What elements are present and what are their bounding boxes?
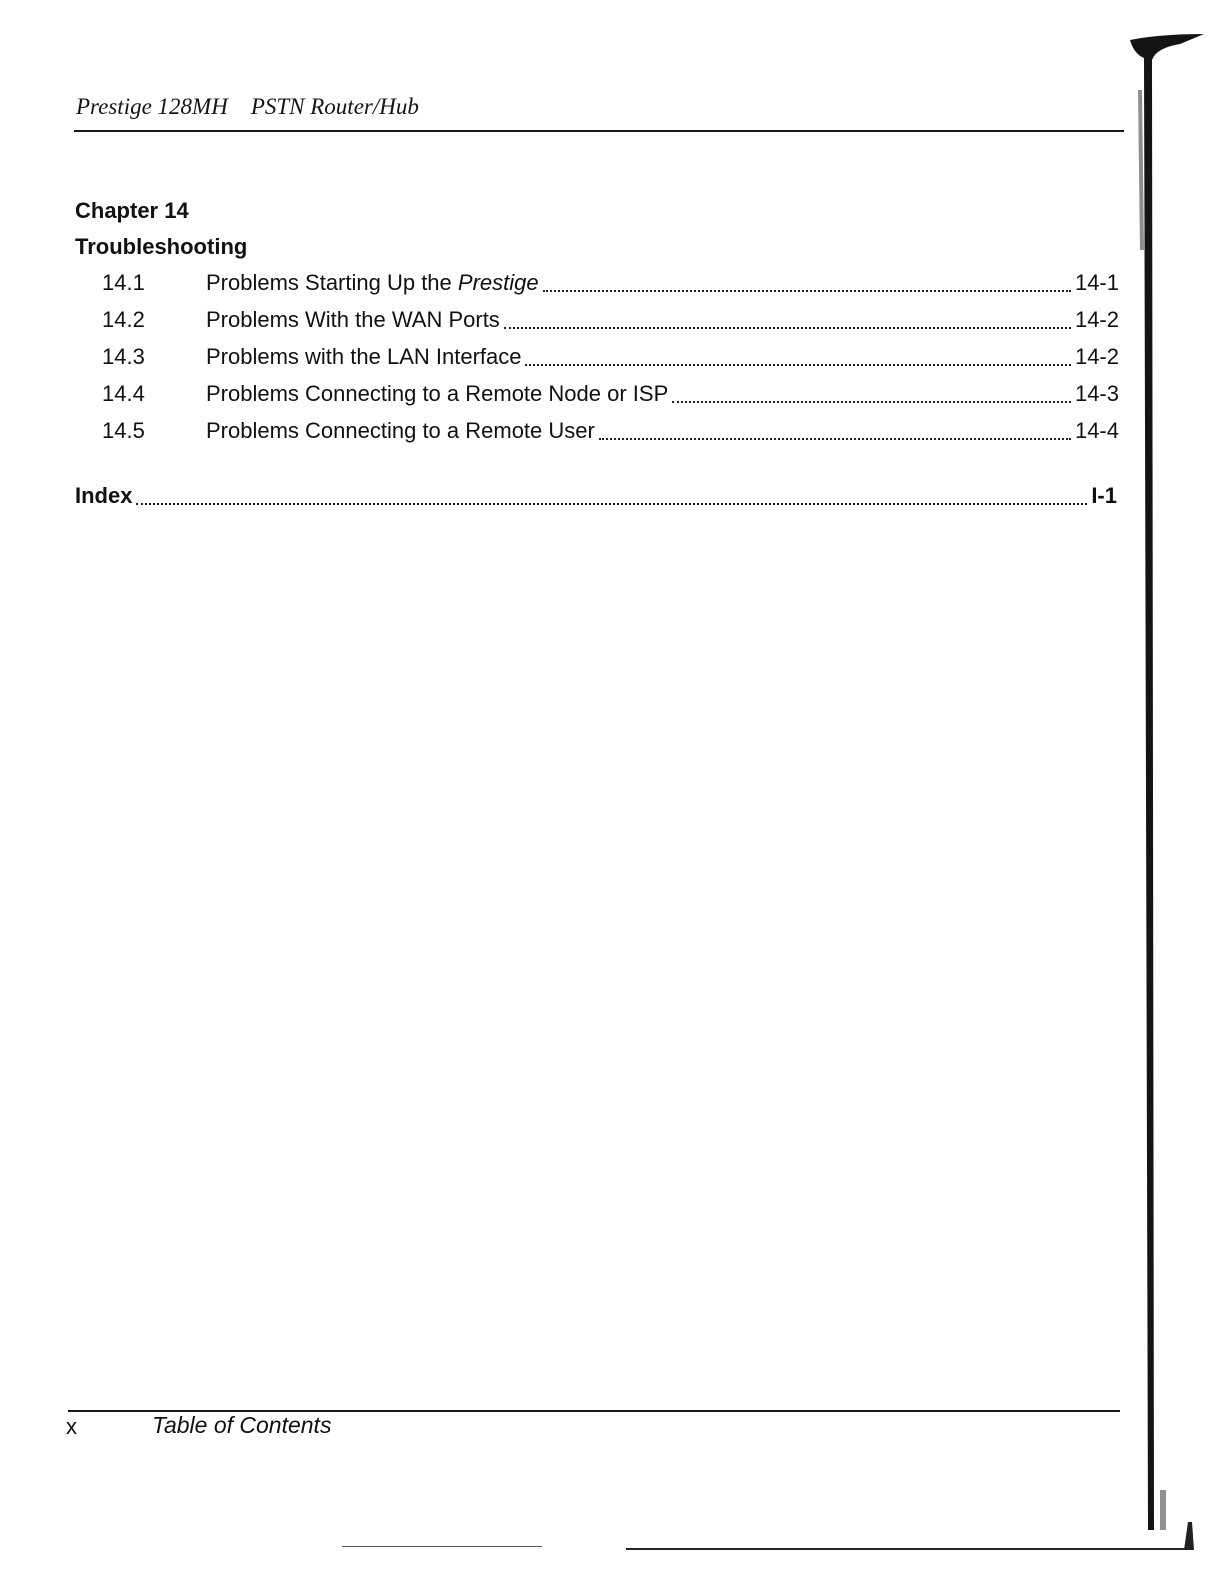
- toc-entry-number: 14.1: [102, 270, 145, 295]
- toc-entry-number: 14.5: [102, 418, 145, 443]
- dot-leader: [136, 503, 1087, 505]
- toc-entry-title-italic: Prestige: [457, 270, 539, 295]
- scanned-binding-edge: [1120, 30, 1220, 1560]
- dot-leader: [525, 364, 1070, 366]
- header-subtitle: PSTN Router/Hub: [250, 94, 419, 119]
- toc-entry-14-5[interactable]: [75, 418, 1119, 446]
- scan-artifact-line: [626, 1548, 1188, 1550]
- dot-leader: [504, 327, 1071, 329]
- toc-entry-title: Problems with the LAN Interface: [206, 344, 522, 369]
- footer-page-number: x: [66, 1414, 77, 1439]
- toc-entry-number: 14.2: [102, 307, 145, 332]
- dot-leader: [543, 290, 1071, 292]
- toc-entry-number: 14.3: [102, 344, 145, 369]
- footer-section-title: Table of Contents: [152, 1412, 332, 1438]
- toc-entry-page: 14-2: [1074, 307, 1119, 332]
- dot-leader: [672, 401, 1071, 403]
- dot-leader: [599, 438, 1071, 440]
- toc-entry-title: Problems With the WAN Ports: [206, 307, 500, 332]
- header-rule: [74, 130, 1124, 132]
- toc-entry-title: Problems Starting Up the Prestige: [206, 270, 539, 295]
- toc-entry-14-1[interactable]: [75, 270, 1119, 298]
- index-label: Index: [75, 483, 133, 508]
- toc-entry-14-4[interactable]: [75, 381, 1119, 409]
- toc-entry-page: 14-2: [1074, 344, 1119, 369]
- toc-entry-page: 14-3: [1074, 381, 1119, 406]
- chapter-title: Troubleshooting: [75, 234, 248, 259]
- header-product: Prestige 128MH: [76, 94, 228, 119]
- toc-entry-number: 14.4: [102, 381, 145, 406]
- toc-entry-title: Problems Connecting to a Remote User: [206, 418, 595, 443]
- scan-artifact-line: [342, 1546, 542, 1547]
- toc-entry-page: 14-1: [1074, 270, 1119, 295]
- toc-entry-title: Problems Connecting to a Remote Node or ISP: [206, 381, 669, 406]
- index-page: I-1: [1091, 483, 1117, 508]
- chapter-label: Chapter 14: [75, 198, 189, 223]
- running-header: [76, 94, 419, 120]
- toc-entry-page: 14-4: [1074, 418, 1119, 443]
- toc-entry-index[interactable]: [75, 483, 1117, 511]
- toc-entry-14-3[interactable]: [75, 344, 1119, 372]
- toc-entry-14-2[interactable]: [75, 307, 1119, 335]
